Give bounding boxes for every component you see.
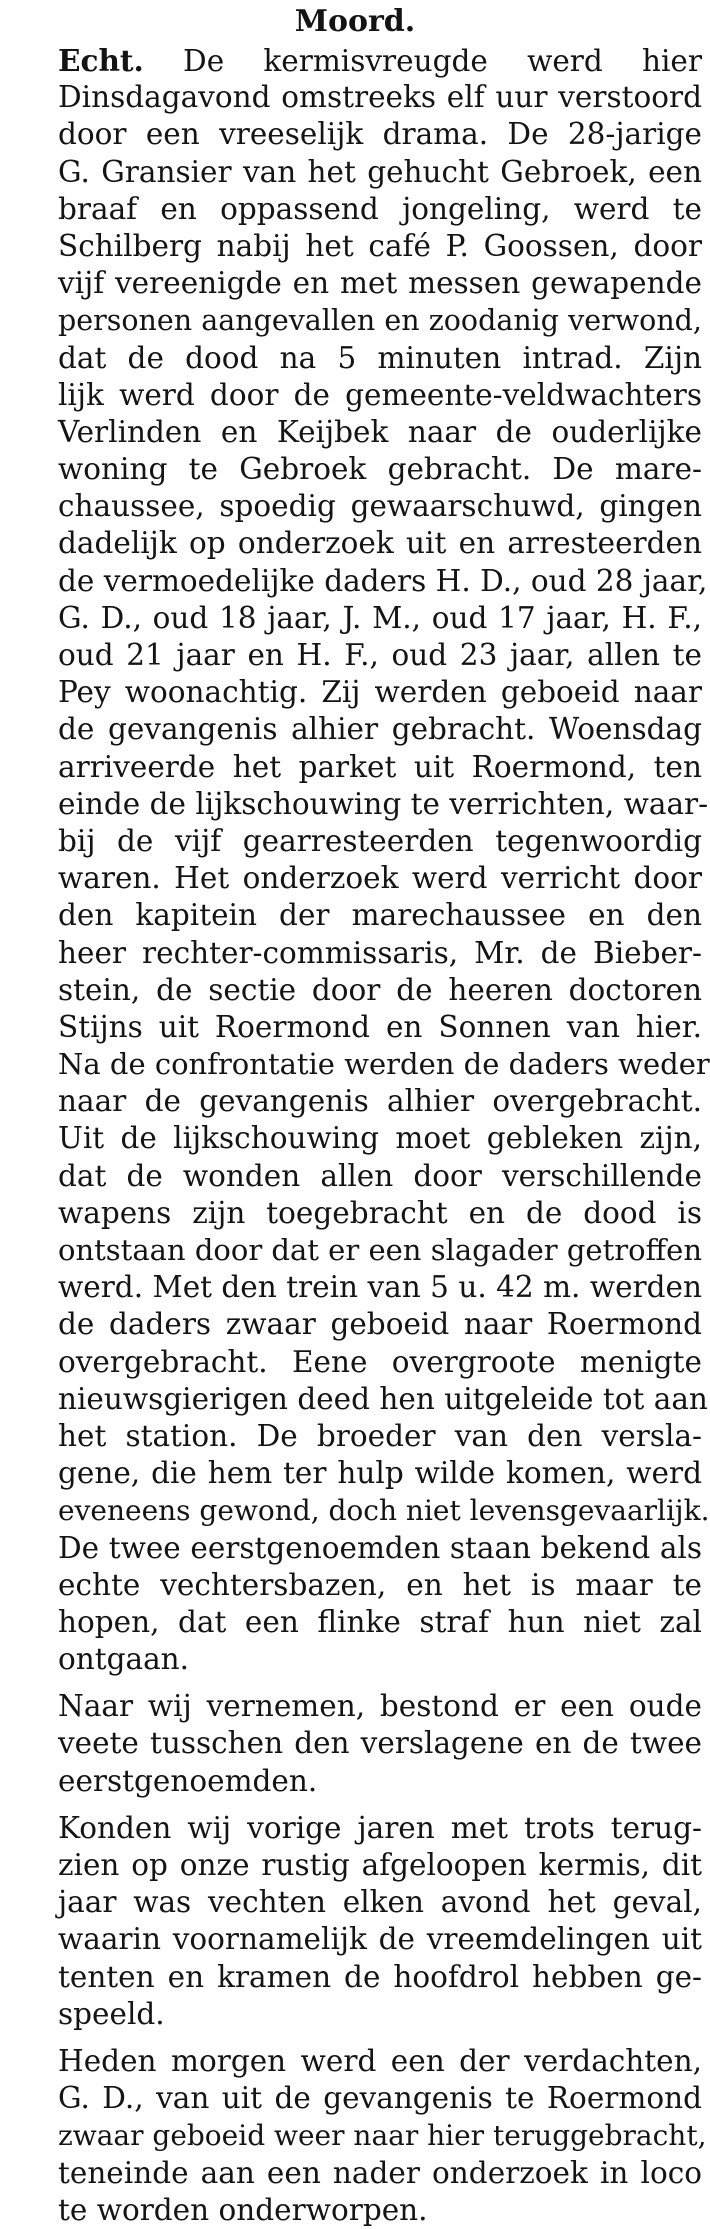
- text-line: tenten en kramen de hoofdrol hebben ge-: [58, 1959, 702, 1994]
- article-paragraph: [0, 42, 710, 1678]
- article-title: Moord.: [294, 4, 416, 39]
- text-line: nieuwsgierigen deed hen uitgeleide tot aan: [58, 1381, 708, 1416]
- text-line: naar de gevangenis alhier overgebracht.: [58, 1084, 702, 1119]
- article-body: [0, 42, 710, 2229]
- article-paragraph: [0, 2043, 710, 2229]
- text-line: eerstgenoemden.: [58, 1763, 318, 1798]
- text-line: [0, 42, 710, 79]
- text-line: Dinsdagavond omstreeks elf uur verstoord: [58, 80, 702, 115]
- text-line: dat de dood na 5 minuten intrad. Zijn: [58, 340, 702, 375]
- text-line: veete tusschen den verslagene en de twee: [58, 1726, 702, 1761]
- text-line: lijk werd door de gemeente-veldwachters: [58, 377, 702, 412]
- text-line: braaf en oppassend jongeling, werd te: [58, 191, 702, 226]
- text-line: den kapitein der marechaussee en den: [58, 898, 702, 933]
- dateline: Echt.: [58, 43, 144, 78]
- text-line: teneinde aan een nader onderzoek in loco: [58, 2155, 702, 2190]
- text-line: gene, die hem ter hulp wilde komen, werd: [58, 1456, 702, 1491]
- text-line: het station. De broeder van den versla-: [58, 1418, 702, 1453]
- text-line: waren. Het onderzoek werd verricht door: [58, 861, 702, 896]
- text-line: jaar was vechten elken avond het geval,: [58, 1885, 702, 1920]
- text-line: G. D., van uit de gevangenis te Roermond: [58, 2081, 702, 2116]
- text-line: Naar wij vernemen, bestond er een oude: [58, 1689, 702, 1724]
- paragraph-gap: [0, 2033, 710, 2043]
- text-line: de gevangenis alhier gebracht. Woensdag: [58, 712, 702, 747]
- text-line: ontstaan door dat er een slagader getroffen: [58, 1233, 702, 1267]
- article-paragraph: [0, 1810, 710, 2033]
- text-line: eveneens gewond, doch niet levensgevaarlijk.: [58, 1494, 710, 1528]
- text-line: Pey woonachtig. Zij werden geboeid naar: [58, 675, 702, 710]
- text-line: te worden onderworpen.: [58, 2192, 428, 2227]
- text-line: personen aangevallen en zoodanig verwond,: [58, 304, 702, 338]
- text-line: woning te Gebroek gebracht. De mare-: [58, 452, 702, 487]
- text-line: zien op onze rustig afgeloopen kermis, dit: [58, 1848, 702, 1882]
- text-line: Stijns uit Roermond en Sonnen van hier.: [58, 1009, 702, 1044]
- text-line: stein, de sectie door de heeren doctoren: [58, 972, 702, 1007]
- text-line: De twee eerstgenoemden staan bekend als: [58, 1530, 702, 1565]
- text-line: vijf vereenigde en met messen gewapende: [58, 266, 702, 301]
- text-line: dadelijk op onderzoek uit en arresteerden: [58, 526, 702, 561]
- text-line: echte vechtersbazen, en het is maar te: [58, 1567, 702, 1602]
- text-line: dat de wonden allen door verschillende: [58, 1158, 702, 1193]
- article-paragraph: [0, 1688, 710, 1800]
- text-line: speeld.: [58, 1996, 165, 2031]
- text-line: heer rechter-commissaris, Mr. de Bieber-: [58, 935, 702, 970]
- text-line: Konden wij vorige jaren met trots terug-: [58, 1810, 702, 1845]
- text-line: waarin voornamelijk de vreemdelingen uit: [58, 1922, 702, 1957]
- text-line: chaussee, spoedig gewaarschuwd, gingen: [58, 489, 702, 524]
- text-line: de vermoedelijke daders H. D., oud 28 jaar,: [58, 563, 708, 598]
- text-line: werd. Met den trein van 5 u. 42 m. werden: [58, 1270, 702, 1305]
- paragraph-gap: [0, 1800, 710, 1810]
- text-line: arriveerde het parket uit Roermond, ten: [58, 749, 702, 784]
- text-line: bij de vijf gearresteerden tegenwoordig: [58, 823, 702, 858]
- text-line: G. Gransier van het gehucht Gebroek, een: [58, 154, 702, 189]
- text-line: Uit de lijkschouwing moet gebleken zijn,: [58, 1121, 702, 1156]
- text-line: Heden morgen werd een der verdachten,: [58, 2043, 702, 2078]
- text-line: hopen, dat een flinke straf hun niet zal: [58, 1604, 702, 1639]
- line-text: De kermisvreugde werd hier: [183, 44, 702, 78]
- text-line: overgebracht. Eene overgroote menigte: [58, 1344, 702, 1379]
- text-line: wapens zijn toegebracht en de dood is: [58, 1195, 702, 1230]
- text-line: einde de lijkschouwing te verrichten, waar-: [58, 786, 709, 821]
- text-line: oud 21 jaar en H. F., oud 23 jaar, allen te: [58, 638, 702, 672]
- text-line: ontgaan.: [58, 1642, 190, 1677]
- text-line: de daders zwaar geboeid naar Roermond: [58, 1307, 702, 1342]
- text-line: zwaar geboeid weer naar hier teruggebracht,: [58, 2119, 707, 2153]
- text-line: Verlinden en Keijbek naar de ouderlijke: [58, 414, 702, 449]
- paragraph-gap: [0, 1678, 710, 1688]
- text-line: Na de confrontatie werden de daders weder: [58, 1047, 710, 1082]
- text-line: door een vreeselijk drama. De 28-jarige: [58, 117, 702, 152]
- text-line: G. D., oud 18 jaar, J. M., oud 17 jaar, H. F.,: [58, 600, 702, 635]
- text-line: Schilberg nabij het café P. Goossen, door: [58, 228, 702, 263]
